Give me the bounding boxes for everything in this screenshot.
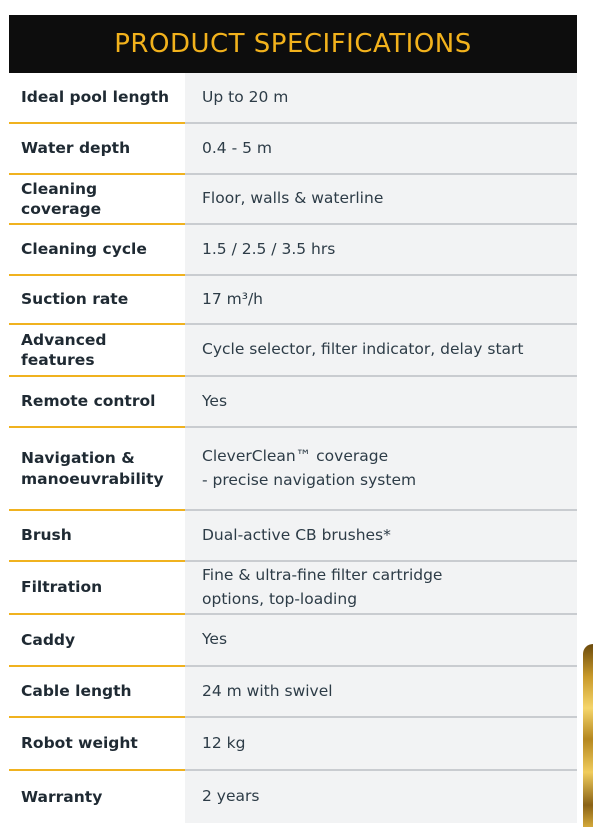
spec-value: Floor, walls & waterline [185,175,577,225]
spec-row-cleaning-cycle [9,225,577,276]
spec-value: Cycle selector, filter indicator, delay start [185,325,577,377]
spec-row-advanced-features [9,325,577,377]
spec-label: Caddy [9,615,185,667]
product-specifications-table [9,15,577,823]
spec-label: Brush [9,511,185,562]
spec-label: Warranty [9,771,185,823]
spec-value: 24 m with swivel [185,667,577,718]
spec-value: CleverClean™ coverage - precise navigation system [185,428,577,511]
spec-value: Fine & ultra-fine filter cartridge options, top-loading [185,562,577,615]
spec-value: Yes [185,377,577,428]
spec-label: Filtration [9,562,185,615]
spec-label: Advanced features [9,325,185,377]
spec-value: Up to 20 m [185,73,577,124]
spec-row-filtration [9,562,577,615]
spec-label: Ideal pool length [9,73,185,124]
spec-value: 2 years [185,771,577,823]
spec-row-cleaning-coverage [9,175,577,225]
spec-value: Dual-active CB brushes* [185,511,577,562]
table-header [9,15,577,73]
spec-label: Navigation & manoeuvrability [9,428,185,511]
spec-row-robot-weight [9,718,577,771]
spec-label: Cleaning coverage [9,175,185,225]
spec-label: Cleaning cycle [9,225,185,276]
spec-value: 12 kg [185,718,577,771]
spec-row-caddy [9,615,577,667]
spec-value: 0.4 - 5 m [185,124,577,175]
spec-label: Remote control [9,377,185,428]
spec-row-ideal-pool-length [9,73,577,124]
spec-row-suction-rate [9,276,577,325]
table-title: PRODUCT SPECIFICATIONS [114,29,472,59]
spec-value: Yes [185,615,577,667]
spec-label: Cable length [9,667,185,718]
spec-value: 17 m³/h [185,276,577,325]
spec-value: 1.5 / 2.5 / 3.5 hrs [185,225,577,276]
spec-row-remote-control [9,377,577,428]
spec-label: Water depth [9,124,185,175]
spec-row-navigation [9,428,577,511]
spec-label: Suction rate [9,276,185,325]
spec-row-cable-length [9,667,577,718]
spec-row-warranty [9,771,577,823]
spec-label: Robot weight [9,718,185,771]
spec-row-water-depth [9,124,577,175]
gold-decorative-accent [583,644,593,827]
spec-row-brush [9,511,577,562]
